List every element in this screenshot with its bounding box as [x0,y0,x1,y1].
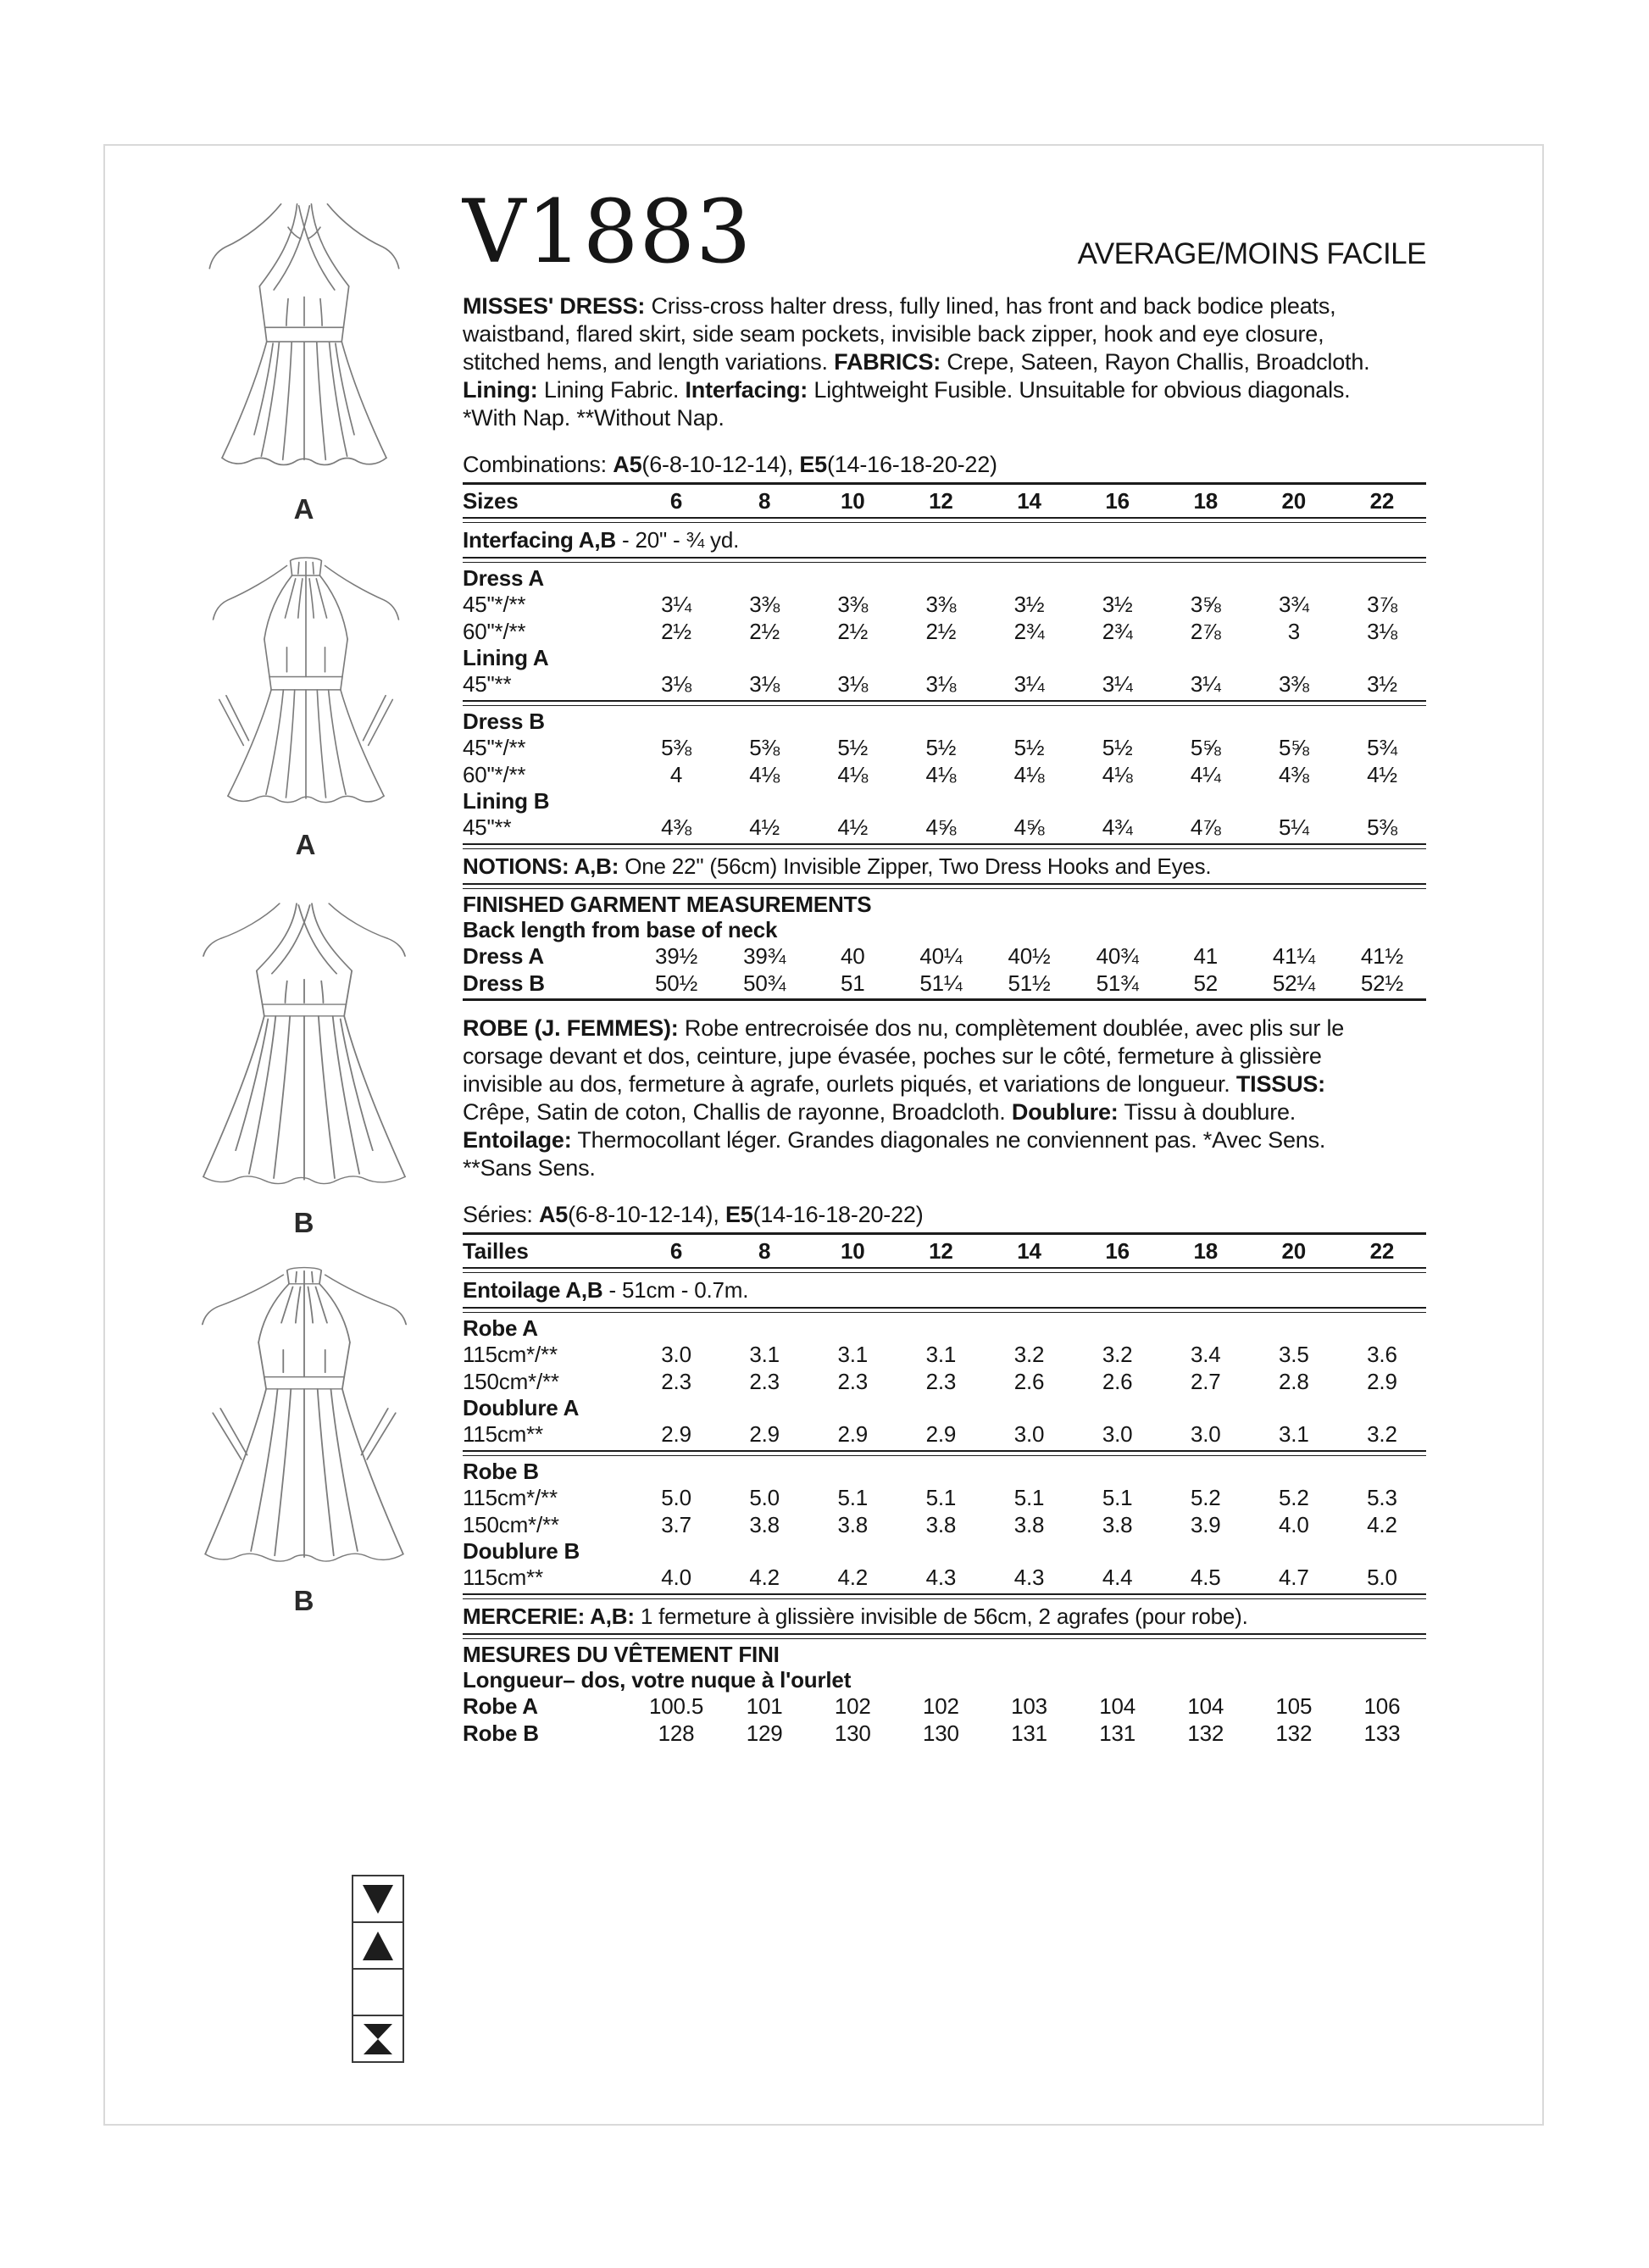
cell-value: 3⅛ [837,671,869,697]
cell-value: 5⅜ [749,735,780,760]
cell-value: 20 [1281,1238,1307,1264]
row-label: Robe B [463,1720,539,1746]
cell-value: 2¾ [1013,619,1045,644]
cell-value: 4⅛ [749,762,780,787]
cell-value: 5⅜ [1367,814,1397,840]
cell-value: 2.9 [661,1421,691,1447]
table-row [463,1395,1426,1420]
cell-value: 3.2 [1367,1421,1397,1447]
table-row [463,892,1426,917]
cell-value: 2.8 [1279,1369,1309,1394]
cell-value: 4⅝ [925,814,957,840]
cell-value: 51¾ [1096,970,1139,996]
table-row [463,852,1426,881]
cell-value: 5.0 [1367,1565,1397,1590]
cell-value: 3.8 [1013,1512,1045,1537]
table-row [463,487,1426,514]
cell-value: 4.3 [1013,1565,1045,1590]
cell-value: 4.7 [1279,1565,1309,1590]
cell-value: 5.0 [661,1485,691,1510]
row-label: 60"*/** [463,619,526,644]
cell-value: 5.1 [1013,1485,1045,1510]
dress-a-back-illustration [185,553,427,861]
cell-value: 51 [841,970,865,996]
cell-value: 3.8 [1102,1512,1133,1537]
table-rule [463,557,1426,563]
cell-value: 4⅞ [1190,814,1221,840]
dress-front-drawing [180,893,428,1200]
cell-value: 4⅛ [1102,762,1133,787]
table-row [463,788,1426,814]
cell-value: 3⅛ [661,671,691,697]
nap-symbol-column [352,1875,406,2063]
cell-value: 14 [1017,1238,1041,1264]
cell-value: 2.9 [837,1421,869,1447]
combinations-line: Combinations: A5(6-8-10-12-14), E5(14-16-18-20-22) [463,452,997,477]
yardage-table-english [463,482,1426,1001]
table-rule [463,1633,1426,1639]
row-label: 45"** [463,814,512,840]
cell-value: 3.0 [1190,1421,1221,1447]
cell-value: 4.2 [749,1565,780,1590]
row-label: Robe A [463,1315,538,1341]
table-row [463,1667,1426,1693]
cell-value: 3⅜ [925,592,957,617]
cell-value: 12 [929,488,953,514]
cell-value: 51½ [1008,970,1051,996]
cell-value: 3.1 [749,1342,780,1367]
row-label: Robe A [463,1693,538,1719]
row-label: MESURES DU VÊTEMENT FINI [463,1642,780,1667]
table-row [463,761,1426,788]
cell-value: 50½ [655,970,698,996]
table-rule [463,883,1426,889]
cell-value: 2.3 [749,1369,780,1394]
cell-value: 4 [669,762,683,787]
row-label: Dress A [463,565,544,591]
cell-value: 103 [1011,1693,1047,1719]
cell-value: 132 [1275,1720,1313,1746]
table-row [463,709,1426,734]
masthead [463,178,1426,284]
cell-value: 3.0 [1013,1421,1045,1447]
cell-value: 3⅛ [749,671,780,697]
cell-value: 5½ [1013,735,1045,760]
cell-value: 2.6 [1013,1369,1045,1394]
cell-value: 2.3 [661,1369,691,1394]
table-row [463,1693,1426,1720]
cell-value: 3.0 [661,1342,691,1367]
table-rule [463,998,1426,1001]
cell-value: 4½ [749,814,780,840]
dress-back-drawing [180,1263,428,1578]
cell-value: 131 [1011,1720,1047,1746]
cell-value: 3.5 [1279,1342,1309,1367]
cell-value: 5¼ [1278,814,1309,840]
with-nap-triangle-down-icon [352,1875,404,1923]
table-note: Entoilage A,B - 51cm - 0.7m. [463,1277,749,1303]
yardage-table-french [463,1232,1426,1747]
table-rule [463,700,1426,706]
cell-value: 50¾ [743,970,786,996]
table-row [463,942,1426,970]
cell-value: 2.3 [925,1369,957,1394]
cell-value: 4½ [837,814,869,840]
table-row [463,525,1426,554]
cell-value: 3¼ [1102,671,1133,697]
cell-value: 5⅜ [661,735,691,760]
table-row [463,917,1426,942]
table-row [463,970,1426,997]
cell-value: 3.1 [837,1342,869,1367]
french-description: ROBE (J. FEMMES): Robe entrecroisée dos nu, complètement doublée, avec plis sur le corsage devant et dos, ceinture, jupe évasée, poches sur le côté, fermeture à glissière invisible au dos, fermeture à agrafe, ourlets piqués, et variations de longueur. TISSUS: Crêpe, Satin de coton, Challis de rayonne, Broadcloth. Doublure: Tissu à doublure. Entoilage: Thermocollant léger. Grandes diagonales ne conviennent pas. *Avec Sens. **Sans Sens. [463,1015,1345,1181]
cell-value: 20 [1281,488,1307,514]
table-row [463,591,1426,618]
cell-value: 41½ [1360,943,1403,969]
dress-back-drawing [193,553,419,822]
row-label: Dress A [463,943,544,969]
cell-value: 3.2 [1102,1342,1133,1367]
cell-value: 3.8 [925,1512,957,1537]
table-rule [463,843,1426,849]
cell-value: 2.7 [1190,1369,1221,1394]
row-label: 150cm*/** [463,1369,559,1394]
cell-value: 101 [746,1693,783,1719]
cell-value: 4⅜ [661,814,691,840]
cell-value: 4.4 [1102,1565,1133,1590]
cell-value: 22 [1369,1238,1395,1264]
cell-value: 52½ [1360,970,1403,996]
table-row [463,1368,1426,1395]
cell-value: 5.3 [1367,1485,1397,1510]
series-line: Séries: A5(6-8-10-12-14), E5(14-16-18-20-22) [463,1202,924,1227]
table-row [463,1484,1426,1511]
table-rule [463,1450,1426,1456]
cell-value: 5½ [1102,735,1133,760]
cell-value: 104 [1099,1693,1135,1719]
cell-value: 3½ [1013,592,1045,617]
table-rule [463,1593,1426,1599]
cell-value: 12 [929,1238,953,1264]
empty-cell [352,1968,404,2016]
cell-value: 2.9 [1367,1369,1397,1394]
cell-value: 4.0 [1279,1512,1309,1537]
row-label: Dress B [463,709,545,734]
cell-value: 6 [669,488,683,514]
row-label: 45"*/** [463,735,526,760]
cell-value: 4¾ [1102,814,1133,840]
dress-b-front-illustration [175,893,434,1239]
table-row [463,1511,1426,1538]
cell-value: 100.5 [649,1693,704,1719]
table-row [463,1564,1426,1591]
cell-value: 40 [841,943,865,969]
cell-value: 5⅝ [1190,735,1221,760]
cell-value: 131 [1099,1720,1135,1746]
with-nap-triangle-up-icon [352,1921,404,1970]
cell-value: 128 [658,1720,695,1746]
cell-value: 3 [1287,619,1300,644]
cell-value: 41¼ [1272,943,1315,969]
table-row [463,670,1426,698]
table-row [463,1602,1426,1631]
table-rule [463,1267,1426,1273]
cell-value: 106 [1363,1693,1401,1719]
row-label: 115cm*/** [463,1342,558,1367]
table-row [463,1315,1426,1341]
cell-value: 3.7 [661,1512,691,1537]
row-label: FINISHED GARMENT MEASUREMENTS [463,892,872,917]
cell-value: 2¾ [1102,619,1133,644]
table-rule [463,517,1426,523]
dress-front-drawing [188,192,420,486]
table-row [463,618,1426,645]
table-note: Interfacing A,B - 20" - ¾ yd. [463,527,740,553]
cell-value: 102 [922,1693,959,1719]
cell-value: 4¼ [1190,762,1221,787]
row-label: Dress B [463,970,545,996]
row-label: Lining A [463,645,549,670]
cell-value: 4⅝ [1013,814,1045,840]
cell-value: 5.2 [1279,1485,1309,1510]
row-label: 150cm*/** [463,1512,559,1537]
row-label: Robe B [463,1459,539,1484]
row-label: Doublure A [463,1395,580,1420]
cell-value: 4.0 [661,1565,691,1590]
row-label: Lining B [463,788,550,814]
cell-value: 3½ [1102,592,1133,617]
cell-value: 40½ [1008,943,1051,969]
cell-value: 2.6 [1102,1369,1133,1394]
cell-value: 104 [1187,1693,1224,1719]
view-label: B [293,1207,315,1238]
row-label: Doublure B [463,1538,580,1564]
cell-value: 5.0 [749,1485,780,1510]
cell-value: 5.1 [925,1485,957,1510]
cell-value: 4⅜ [1278,762,1309,787]
cell-value: 2½ [837,619,869,644]
cell-value: 130 [834,1720,871,1746]
cell-value: 3.1 [1279,1421,1309,1447]
cell-value: 3⅝ [1190,592,1221,617]
pattern-number: V1883 [463,181,752,284]
table-rule [463,1307,1426,1313]
cell-value: 5.1 [1102,1485,1133,1510]
without-nap-hourglass-icon [352,2015,404,2063]
cell-value: 130 [922,1720,959,1746]
cell-value: 4½ [1367,762,1397,787]
row-label: 115cm** [463,1421,543,1447]
cell-value: 8 [758,1238,771,1264]
table-rule [463,482,1426,485]
cell-value: 2½ [749,619,780,644]
cell-value: 133 [1363,1720,1401,1746]
cell-value: 5.2 [1190,1485,1221,1510]
cell-value: 5½ [925,735,957,760]
cell-value: 18 [1193,488,1218,514]
cell-value: 6 [669,1238,683,1264]
cell-value: 51¼ [919,970,963,996]
cell-value: 39¾ [743,943,786,969]
cell-value: 4⅛ [837,762,869,787]
english-description: MISSES' DRESS: Criss-cross halter dress, fully lined, has front and back bodice pleats, waistband, flared skirt, side seam pockets, invisible back zipper, hook and eye closure, stitched hems, and length variations. FABRICS: Crepe, Sateen, Rayon Challis, Broadcloth. Lining: Lining Fabric. Interfacing: Lightweight Fusible. Unsuitable for obvious diagonals. *With Nap. **Without Nap. [463,293,1370,431]
table-row [463,1420,1426,1448]
cell-value: 102 [834,1693,871,1719]
row-label: Longueur– dos, votre nuque à l'ourlet [463,1667,852,1693]
cell-value: 8 [758,488,771,514]
row-label: 60"*/** [463,762,526,787]
cell-value: 3.4 [1190,1342,1221,1367]
cell-value: 3⅜ [749,592,780,617]
cell-value: 129 [746,1720,783,1746]
cell-value: 16 [1105,488,1130,514]
cell-value: 2.9 [925,1421,957,1447]
row-label: 115cm** [463,1565,543,1590]
cell-value: 3¼ [1190,671,1221,697]
cell-value: 3.6 [1367,1342,1397,1367]
table-note: MERCERIE: A,B: 1 fermeture à glissière invisible de 56cm, 2 agrafes (pour robe). [463,1604,1248,1629]
row-label: Tailles [463,1238,529,1264]
view-label: A [295,829,317,860]
cell-value: 14 [1017,488,1041,514]
cell-value: 4⅛ [925,762,957,787]
cell-value: 16 [1105,1238,1130,1264]
cell-value: 2.9 [749,1421,780,1447]
dress-a-front-illustration [181,192,427,525]
view-label: B [293,1585,315,1616]
table-row [463,1459,1426,1484]
main-content [463,178,1426,1747]
dress-b-back-illustration [175,1263,434,1617]
cell-value: 4.3 [925,1565,957,1590]
cell-value: 3.2 [1013,1342,1045,1367]
cell-value: 3¾ [1278,592,1309,617]
table-row [463,1642,1426,1667]
table-row [463,645,1426,670]
cell-value: 41 [1193,943,1218,969]
table-row [463,1276,1426,1304]
row-label: 115cm*/** [463,1485,558,1510]
cell-value: 52 [1193,970,1218,996]
table-row [463,1538,1426,1564]
cell-value: 3¼ [661,592,691,617]
table-row [463,1341,1426,1368]
cell-value: 2⅞ [1190,619,1221,644]
cell-value: 40¼ [919,943,963,969]
cell-value: 3⅛ [925,671,957,697]
cell-value: 4.2 [1367,1512,1397,1537]
table-row [463,1237,1426,1265]
cell-value: 3.9 [1190,1512,1221,1537]
cell-value: 5.1 [837,1485,869,1510]
cell-value: 5½ [837,735,869,760]
cell-value: 4.5 [1190,1565,1221,1590]
cell-value: 3.0 [1102,1421,1133,1447]
row-label: Sizes [463,488,519,514]
cell-value: 3⅜ [1278,671,1309,697]
cell-value: 105 [1275,1693,1313,1719]
row-label: 45"** [463,671,512,697]
table-note: NOTIONS: A,B: One 22" (56cm) Invisible Zipper, Two Dress Hooks and Eyes. [463,853,1212,879]
table-row [463,814,1426,841]
table-rule [463,1232,1426,1235]
cell-value: 3⅞ [1367,592,1397,617]
cell-value: 40¾ [1096,943,1139,969]
cell-value: 5⅝ [1278,735,1309,760]
table-row [463,565,1426,591]
cell-value: 52¼ [1272,970,1315,996]
cell-value: 5¾ [1367,735,1397,760]
cell-value: 3.8 [749,1512,780,1537]
cell-value: 2½ [661,619,691,644]
table-row [463,734,1426,761]
cell-value: 3.8 [837,1512,869,1537]
cell-value: 22 [1369,488,1395,514]
cell-value: 4⅛ [1013,762,1045,787]
cell-value: 10 [841,1238,865,1264]
cell-value: 2½ [925,619,957,644]
cell-value: 4.2 [837,1565,869,1590]
cell-value: 10 [841,488,865,514]
cell-value: 39½ [655,943,698,969]
cell-value: 3⅜ [837,592,869,617]
cell-value: 3¼ [1013,671,1045,697]
cell-value: 3⅛ [1367,619,1397,644]
view-label: A [293,493,315,525]
cell-value: 3.1 [925,1342,957,1367]
table-row [463,1720,1426,1747]
row-label: 45"*/** [463,592,526,617]
difficulty-rating: AVERAGE/MOINS FACILE [1077,237,1426,270]
cell-value: 2.3 [837,1369,869,1394]
row-label: Back length from base of neck [463,917,778,942]
cell-value: 3½ [1367,671,1397,697]
cell-value: 132 [1187,1720,1224,1746]
cell-value: 18 [1193,1238,1218,1264]
